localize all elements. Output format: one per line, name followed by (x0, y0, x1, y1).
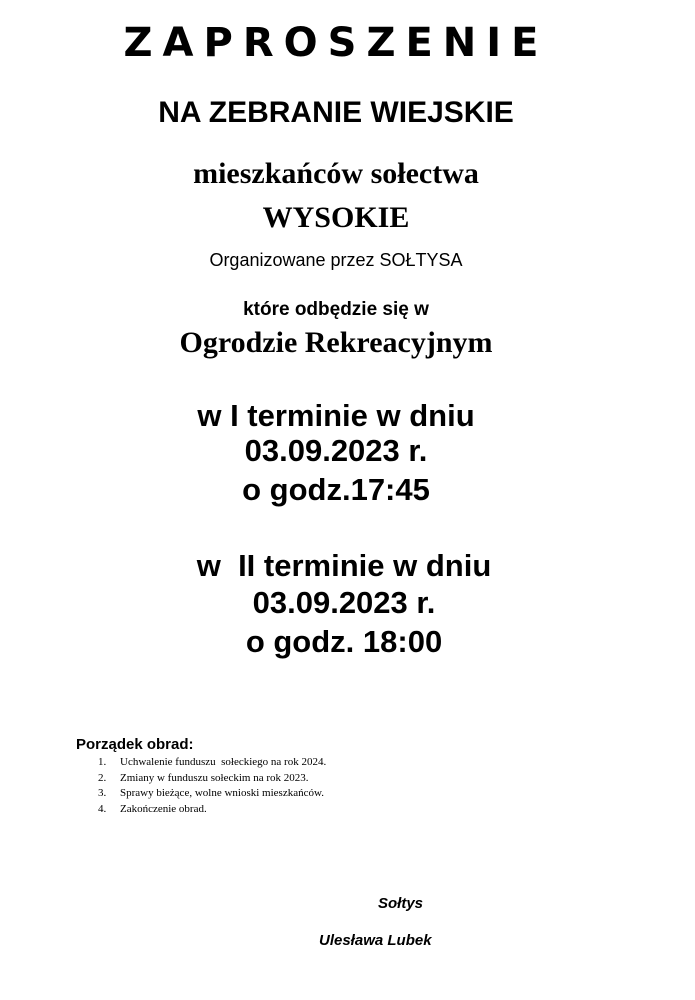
first-term-date: 03.09.2023 r. (244, 433, 428, 468)
second-term-time: o godz. 18:00 (245, 624, 443, 659)
agenda-list (98, 755, 326, 817)
agenda-item-text: Uchwalenie funduszu sołeckiego na rok 2024. (120, 756, 327, 768)
signer-name: Ulesława Lubek (319, 932, 432, 949)
residents-line: mieszkańców sołectwa (193, 157, 479, 190)
agenda-title: Porządek obrad: (76, 736, 194, 753)
agenda-item-text: Zmiany w funduszu sołeckim na rok 2023. (120, 771, 309, 784)
venue-name: Ogrodzie Rekreacyjnym (179, 326, 493, 359)
agenda-item (98, 802, 326, 818)
document-title: ZAPROSZENIE (123, 20, 549, 66)
agenda-item (98, 786, 326, 802)
agenda-item-text: Sprawy bieżące, wolne wnioski mieszkańców. (120, 787, 324, 799)
first-term-time: o godz.17:45 (242, 472, 430, 507)
signer-role: Sołtys (378, 895, 424, 912)
venue-intro: które odbędzie się w (243, 299, 429, 320)
second-term-label: w II terminie w dniu (196, 548, 492, 583)
second-term-date: 03.09.2023 r. (252, 585, 436, 620)
agenda-item-number: 3. (98, 787, 107, 799)
agenda-item-text: Zakończenie obrad. (120, 802, 207, 815)
agenda-item-number: 2. (98, 771, 107, 784)
agenda-item (98, 771, 326, 787)
agenda-item (98, 755, 326, 771)
organizer-line: Organizowane przez SOŁTYSA (209, 250, 463, 270)
agenda-item-number: 1. (98, 756, 107, 768)
agenda-item-number: 4. (98, 802, 107, 815)
first-term-label: w I terminie w dniu (197, 398, 475, 433)
village-name: WYSOKIE (262, 201, 410, 234)
meeting-type: NA ZEBRANIE WIEJSKIE (158, 96, 514, 129)
